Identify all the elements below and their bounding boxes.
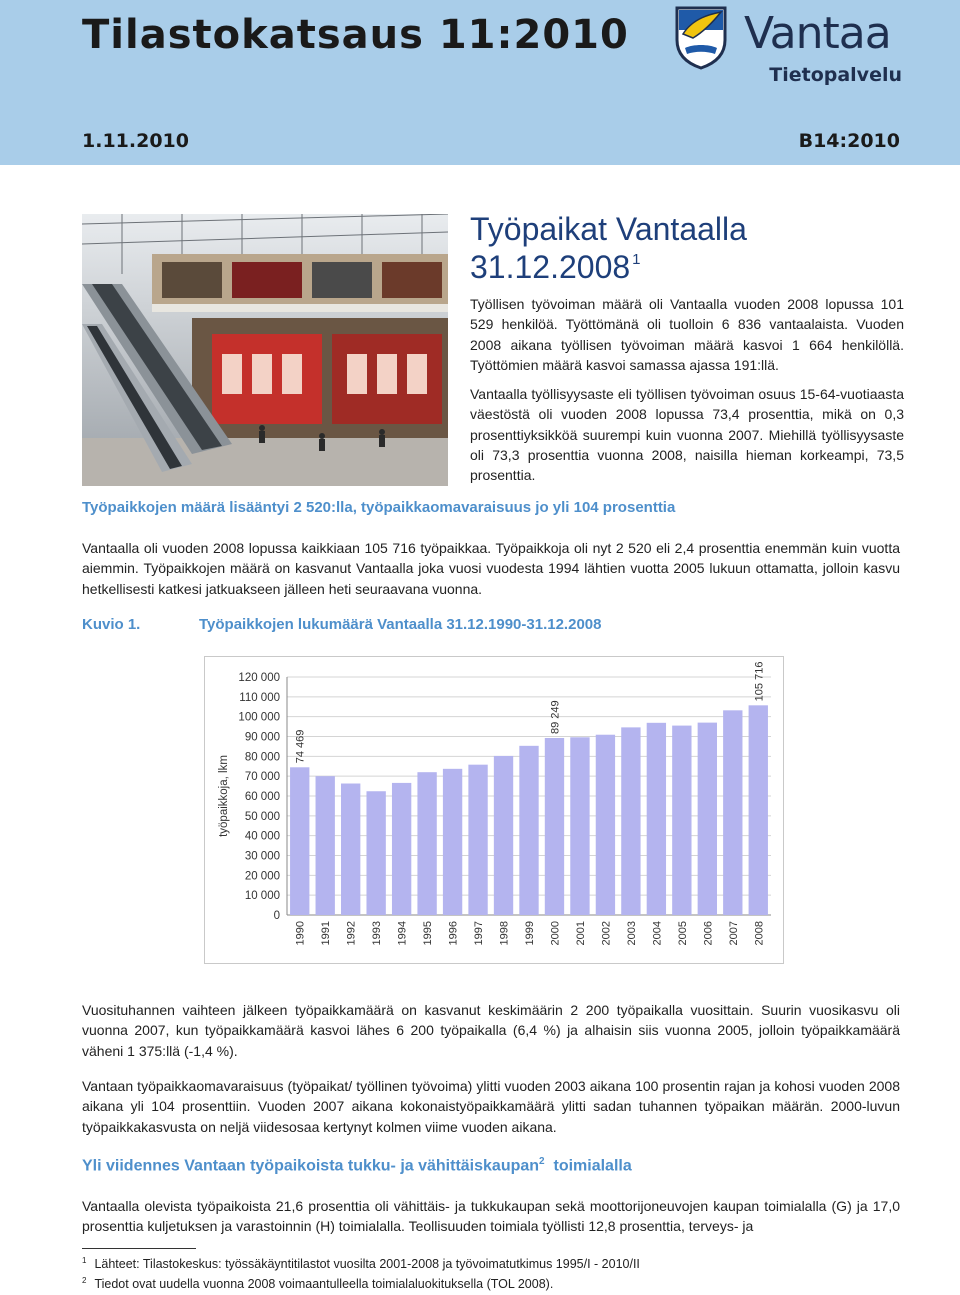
x-tick-label: 2000: [549, 921, 562, 946]
footnote-1: [82, 1256, 640, 1271]
industry-paragraph: Vantaalla olevista työpaikoista 21,6 prosenttia oli vähittäis- ja tukkukaupan sekä moottorijoneuvojen kaupan toimialalla (G) ja 17,0 prosenttia kuljetuksen ja varastoinnin (H) toimialalla. Teollisuuden toimiala työllisti 12,8 prosenttia, terveys- ja: [82, 1198, 900, 1235]
footnote-divider: [82, 1248, 196, 1249]
bar: [570, 737, 589, 915]
intro-paragraph: Työllisen työvoiman määrä oli Vantaalla vuoden 2008 lopussa 101 529 henkilöä. Työttömänä oli tuolloin 6 836 vantaalaista. Vuoden 2008 aikana työllisen työvoiman määrä kasvoi 1 664 henkilöllä. Työttömien määrä kasvoi samassa ajassa 191:llä.: [470, 296, 904, 373]
x-tick-label: 1990: [294, 921, 307, 946]
y-tick-label: 20 000: [244, 870, 280, 883]
x-tick-label: 2003: [625, 921, 638, 946]
bar: [749, 705, 768, 915]
y-tick-label: 80 000: [244, 751, 280, 764]
footnote-2-text: Tiedot ovat uudella vuonna 2008 voimaantulleella toimialaluokituksella (TOL 2008).: [94, 1277, 554, 1292]
x-tick-label: 2001: [574, 921, 587, 946]
shopping-mall-photo: [82, 214, 448, 486]
x-tick-label: 1994: [396, 921, 409, 946]
bar: [392, 783, 411, 915]
bar: [290, 767, 309, 915]
x-tick-label: 2004: [651, 921, 664, 946]
self-sufficiency-paragraph: Vantaan työpaikkaomavaraisuus (työpaikat/ työllinen työvoima) ylitti vuoden 2003 aikana 100 prosentin rajan ja kohosi vuoden 2008 aikana yli 104 prosenttiin. Vuoden 2007 aikana kokonaistyöpaikkamäärä ylitti sadan tuhannen työpaikan määrän. 2000-luvun työpaikkakasvusta on neljä viidesosaa kertynyt kolmen viime vuoden aikana.: [82, 1078, 900, 1135]
footnote-2-number: 2: [82, 1276, 87, 1285]
footnote-1-number: 1: [82, 1256, 87, 1265]
bar: [647, 723, 666, 915]
bar: [494, 756, 513, 915]
x-tick-label: 1998: [498, 921, 511, 946]
data-label: 74 469: [294, 729, 307, 764]
y-tick-label: 110 000: [239, 691, 280, 704]
bar: [468, 765, 487, 915]
x-tick-label: 2007: [727, 921, 740, 946]
growth-paragraph: Vuosituhannen vaihteen jälkeen työpaikkamäärä on kasvanut keskimäärin 2 200 työpaikalla vuosittain. Suurin vuosikasvu oli vuonna 2007, kun työpaikkamäärä kasvoi lähes 6 200 työpaikalla (6,4 %) ja alhaisin siis vuonna 2005, jolloin työpaikkamäärä väheni 1 375:llä (-1,4 %).: [82, 1002, 900, 1059]
x-tick-label: 2005: [676, 921, 689, 946]
section-heading-trade: [82, 1156, 632, 1175]
jobs-paragraph: Vantaalla oli vuoden 2008 lopussa kaikkiaan 105 716 työpaikkaa. Työpaikkoja oli nyt 2 520 eli 2,4 prosenttia enemmän kuin vuotta aiemmin. Työpaikkojen määrä on kasvanut Vantaalla joka vuosi vuodesta 1994 lähtien vuotta 2005 lukuun ottamatta, jolloin kasvu hetkellisesti katkesi jatkuakseen jälleen heti seuraavana vuonna.: [82, 540, 900, 597]
x-tick-label: 1997: [473, 921, 486, 946]
bar: [723, 710, 742, 915]
x-tick-label: 2008: [753, 921, 766, 946]
bar: [366, 791, 385, 915]
footnote-2: [82, 1276, 553, 1291]
section-heading-trade-text: Yli viidennes Vantaan työpaikoista tukku- ja vähittäiskaupan: [82, 1157, 540, 1175]
x-tick-label: 1996: [447, 921, 460, 946]
y-tick-label: 90 000: [244, 731, 280, 744]
bar: [417, 772, 436, 915]
article-title-date: [470, 249, 641, 286]
y-tick-label: 50 000: [244, 810, 280, 823]
y-axis-label: työpaikkoja, lkm: [218, 755, 230, 837]
bar: [621, 727, 640, 915]
employment-rate-paragraph: Vantaalla työllisyysaste eli työllisen työvoiman osuus 15-64-vuotiaasta väestöstä oli vuoden 2008 lopussa 73,4 prosenttia, mikä on 0,3 prosenttiyksikköä suurempi kuin vuonna 2007. Miehillä työllisyysaste oli 73,3 prosenttia vuonna 2008, naisilla hieman korkeampi, 73,5 prosenttia.: [470, 386, 904, 484]
figure-title: Työpaikkojen lukumäärä Vantaalla 31.12.1990-31.12.2008: [199, 616, 602, 633]
bar: [596, 735, 615, 915]
section-heading-trade-tail: toimialalla: [553, 1157, 632, 1175]
publication-code: B14:2010: [798, 130, 900, 152]
bar: [519, 746, 538, 915]
y-tick-label: 10 000: [244, 890, 280, 903]
x-tick-label: 1993: [371, 921, 384, 946]
publication-title: Tilastokatsaus 11:2010: [82, 12, 629, 58]
x-tick-label: 1992: [345, 921, 358, 946]
y-tick-label: 30 000: [244, 850, 280, 863]
vantaa-crest-logo: [671, 4, 731, 70]
footnote-ref-2: 2: [539, 1156, 545, 1167]
y-tick-label: 70 000: [244, 771, 280, 784]
x-tick-label: 1995: [422, 921, 435, 946]
brand-wordmark: Vantaa: [744, 8, 891, 59]
chart-svg: [205, 657, 783, 963]
publication-date: 1.11.2010: [82, 130, 189, 152]
bar: [672, 726, 691, 915]
y-tick-label: 0: [273, 910, 280, 922]
data-label: 89 249: [549, 700, 562, 734]
x-tick-label: 2002: [600, 921, 613, 946]
bar: [698, 723, 717, 915]
header-band: [0, 0, 960, 165]
jobs-bar-chart: [204, 656, 784, 964]
bar: [443, 769, 462, 915]
y-tick-label: 120 000: [238, 672, 280, 684]
x-tick-label: 2006: [702, 921, 715, 946]
data-label: 105 716: [753, 661, 766, 702]
x-tick-label: 1991: [320, 921, 333, 946]
y-tick-label: 60 000: [244, 791, 280, 803]
x-tick-label: 1999: [524, 921, 536, 946]
brand-subtitle: Tietopalvelu: [769, 64, 902, 86]
figure-label: Kuvio 1.: [82, 616, 141, 633]
article-title-date-text: 31.12.2008: [470, 249, 631, 285]
y-tick-label: 40 000: [244, 830, 280, 843]
footnote-ref-1: 1: [632, 251, 641, 268]
bar: [316, 776, 335, 915]
footnote-1-text: Lähteet: Tilastokeskus: työssäkäyntitilastot vuosilta 2001-2008 ja työvoimatutkimus 1995/I - 2010/II: [94, 1257, 640, 1272]
bar: [341, 784, 360, 915]
y-tick-label: 100 000: [238, 711, 280, 724]
section-heading-jobs: Työpaikkojen määrä lisääntyi 2 520:lla, työpaikkaomavaraisuus jo yli 104 prosenttia: [82, 499, 676, 516]
article-title: Työpaikat Vantaalla: [470, 211, 747, 247]
bar: [545, 738, 564, 915]
